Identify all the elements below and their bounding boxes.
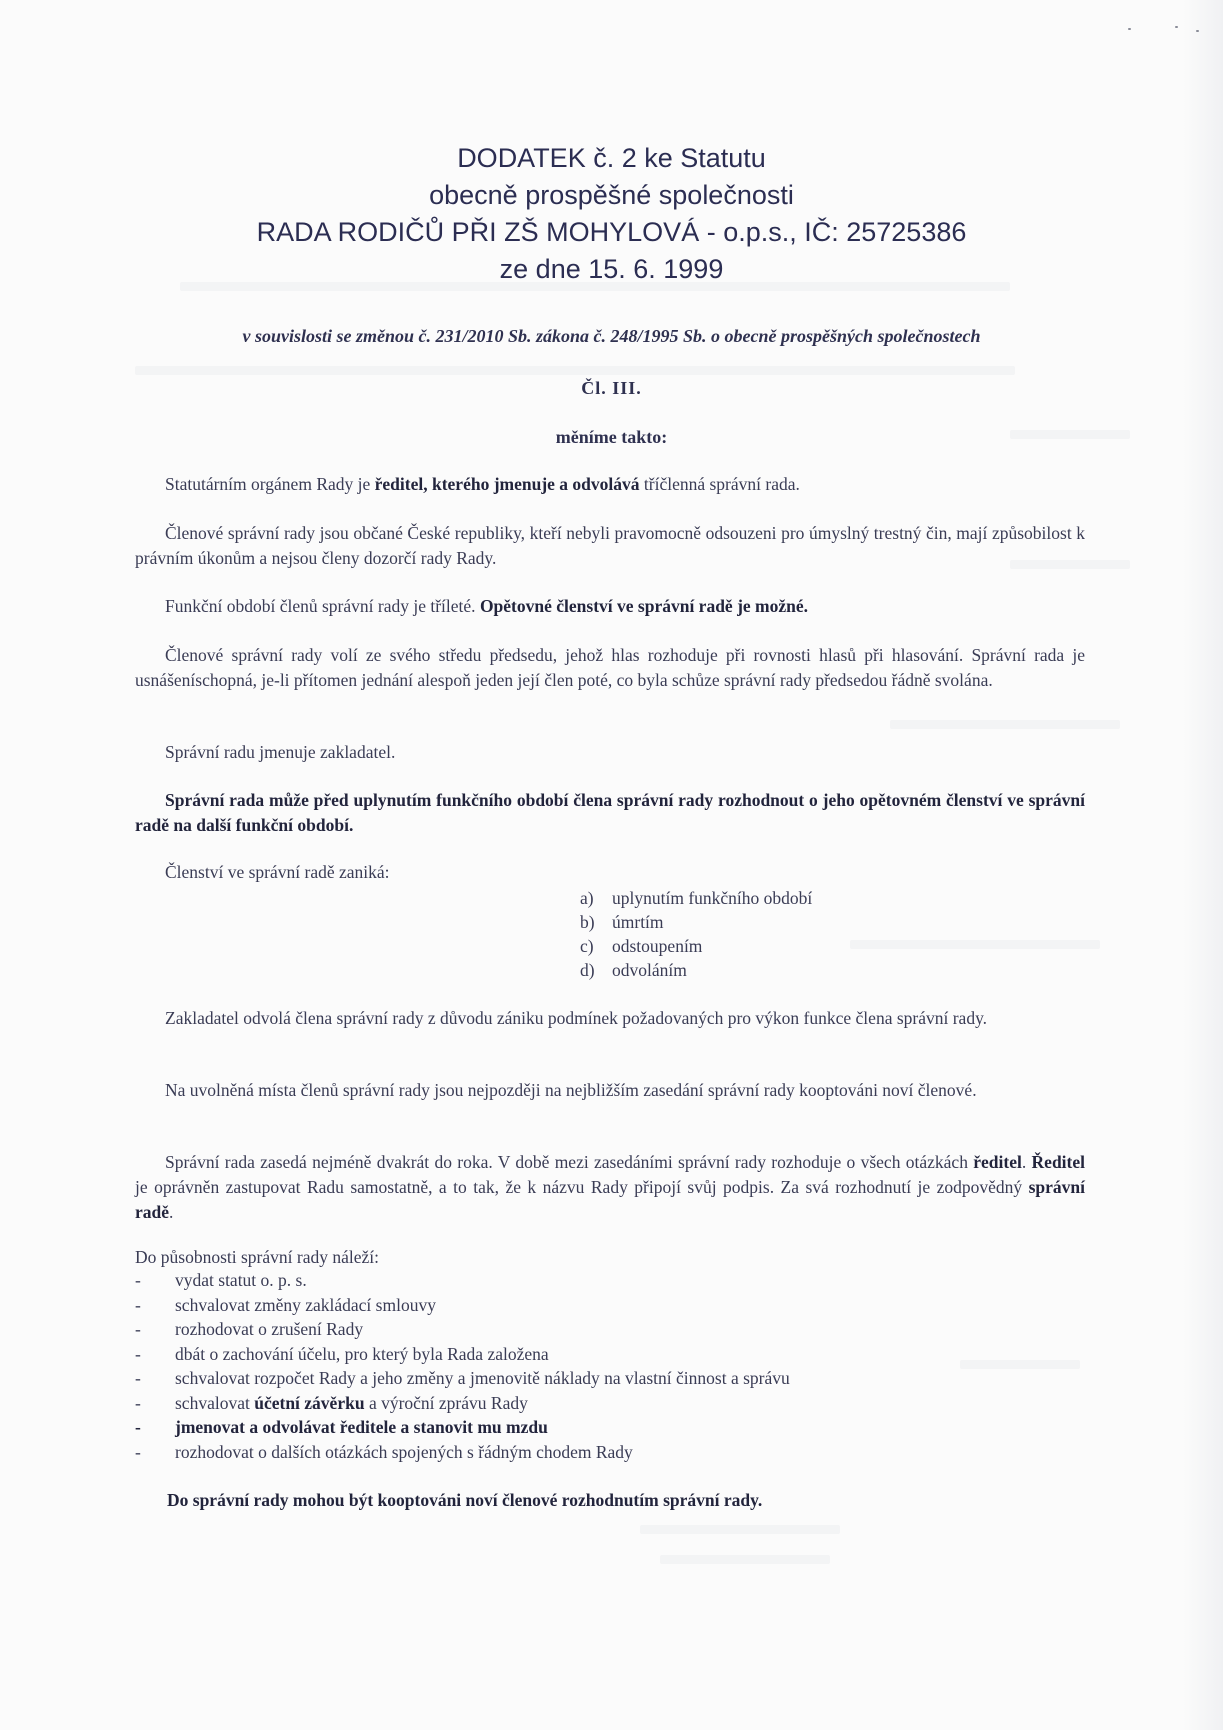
bleed-through (890, 720, 1120, 729)
scan-speck (1196, 30, 1199, 32)
paragraph-competences: Do působnosti správní rady náleží: (135, 1247, 379, 1267)
scan-speck (1175, 26, 1178, 28)
list-item (135, 1366, 790, 1391)
list-item (580, 910, 812, 934)
paragraph-meetings (135, 1150, 1085, 1225)
list-text: rozhodovat o dalších otázkách spojených s řádným chodem Rady (175, 1441, 633, 1462)
bold-span: Opětovné členství ve správní radě je možné. (479, 596, 809, 616)
list-text: vydat statut o. p. s. (175, 1270, 307, 1290)
text-span: Správní rada zasedá nejméně dvakrát do roka. V době mezi zasedáními správní rady rozhoduje o všech otázkách (165, 1152, 974, 1172)
bold-span: účetní závěrku (254, 1392, 365, 1413)
list-text: schvalovat rozpočet Rady a jeho změny a jmenovitě náklady na vlastní činnost a správu (175, 1368, 790, 1388)
paragraph-chairman: Členové správní rady volí ze svého středu předsedu, jehož hlas rozhoduje při rovnosti hlasů při hlasování. Správní rada je usnášeníschopná, je-li přítomen jednání alespoň jeden její člen poté, co byla schůze správní rady předsedou řádně svolána. (135, 645, 1085, 690)
text-span: je oprávněn zastupovat Radu samostatně, a to tak, že k názvu Rady připojí svůj podpis. Za svá rozhodnutí je zodpovědný (135, 1177, 1029, 1197)
list-dash: - (135, 1441, 141, 1462)
list-text: rozhodovat o zrušení Rady (175, 1319, 364, 1339)
scan-speck (1128, 28, 1131, 30)
document-header (0, 140, 1223, 288)
list-label: c) (580, 936, 594, 956)
text-span: . (169, 1202, 174, 1222)
bold-span: ředitel, kterého jmenuje a odvolává (374, 474, 640, 494)
list-item (580, 958, 812, 982)
paragraph-reappointment: Správní rada může před uplynutím funkčního období člena správní rady rozhodnout o jeho opětovném členství ve správní radě na další funkční období. (135, 790, 1085, 835)
list-text: odstoupením (612, 936, 703, 956)
header-title: DODATEK č. 2 ke Statutu (457, 143, 766, 173)
list-dash: - (135, 1417, 141, 1437)
text-span: . (1021, 1152, 1032, 1172)
paragraph-board-members: Členové správní rady jsou občané České republiky, kteří nebyli pravomocně odsouzeni pro úmyslný trestný čin, mají způsobilost k právním úkonům a nejsou členy dozorčí rady Rady. (135, 523, 1085, 568)
text-span: Funkční období členů správní rady je tříleté. (165, 596, 480, 616)
list-text: odvoláním (612, 960, 687, 980)
list-text: schvalovat změny zakládací smlouvy (175, 1294, 436, 1315)
bleed-through (660, 1555, 830, 1564)
bleed-through (640, 1525, 840, 1534)
list-text: jmenovat a odvolávat ředitele a stanovit mu mzdu (175, 1417, 548, 1437)
bleed-through (135, 366, 1015, 375)
bleed-through (850, 940, 1100, 949)
header-organization: RADA RODIČŮ PŘI ZŠ MOHYLOVÁ - o.p.s., IČ: 25725386 (256, 217, 967, 247)
header-subtitle: obecně prospěšné společnosti (429, 180, 794, 210)
list-dash: - (135, 1319, 141, 1339)
text-span: a výroční zprávu Rady (364, 1392, 528, 1413)
list-item (135, 1415, 790, 1440)
article-number: Čl. III. (581, 378, 642, 398)
paragraph-co-optation: Na uvolněná místa členů správní rady jsou nejpozději na nejbližším zasedání správní rady kooptováni noví členové. (165, 1080, 977, 1100)
list-item (580, 934, 812, 958)
list-text: uplynutím funkčního období (612, 888, 813, 908)
closing-statement: Do správní rady mohou být kooptováni noví členové rozhodnutím správní rady. (167, 1490, 763, 1510)
list-text: dbát o zachování účelu, pro který byla Rada založena (175, 1343, 549, 1364)
header-date: ze dne 15. 6. 1999 (499, 254, 724, 284)
list-dash: - (135, 1270, 141, 1290)
text-span: schvalovat (175, 1392, 255, 1413)
list-item (135, 1268, 790, 1293)
bold-span: Ředitel (1031, 1152, 1086, 1172)
list-label: b) (580, 912, 595, 932)
paragraph-membership-end: Členství ve správní radě zaniká: (165, 862, 390, 882)
bold-span: ředitel (973, 1152, 1022, 1172)
list-label: a) (580, 888, 594, 908)
list-dash: - (135, 1392, 141, 1413)
list-item (580, 886, 812, 910)
paragraph-dismissal: Zakladatel odvolá člena správní rady z důvodu zániku podmínek požadovaných pro výkon funkce člena správní rady. (165, 1008, 988, 1028)
paragraph-appointment: Správní radu jmenuje zakladatel. (165, 742, 396, 762)
list-dash: - (135, 1368, 141, 1388)
bold-span: správní radě (135, 1177, 1085, 1222)
list-item (135, 1440, 790, 1465)
list-item (135, 1391, 790, 1416)
bleed-through (960, 1360, 1080, 1369)
list-label: d) (580, 960, 595, 980)
list-item (135, 1317, 790, 1342)
list-dash: - (135, 1343, 141, 1364)
list-item (135, 1342, 790, 1367)
text-span: tříčlenná správní rada. (639, 474, 800, 494)
text-span: Statutárním orgánem Rady je (165, 474, 375, 494)
list-text: úmrtím (612, 912, 664, 932)
competence-list (135, 1268, 790, 1464)
list-dash: - (135, 1294, 141, 1315)
intro-line: měníme takto: (555, 427, 668, 447)
list-item (135, 1293, 790, 1318)
legal-reference: v souvislosti se změnou č. 231/2010 Sb. zákona č. 248/1995 Sb. o obecně prospěšných společnostech (242, 326, 981, 346)
paragraph-term (135, 594, 1085, 619)
paragraph-statutory-body (135, 472, 1085, 497)
termination-list (580, 886, 812, 982)
